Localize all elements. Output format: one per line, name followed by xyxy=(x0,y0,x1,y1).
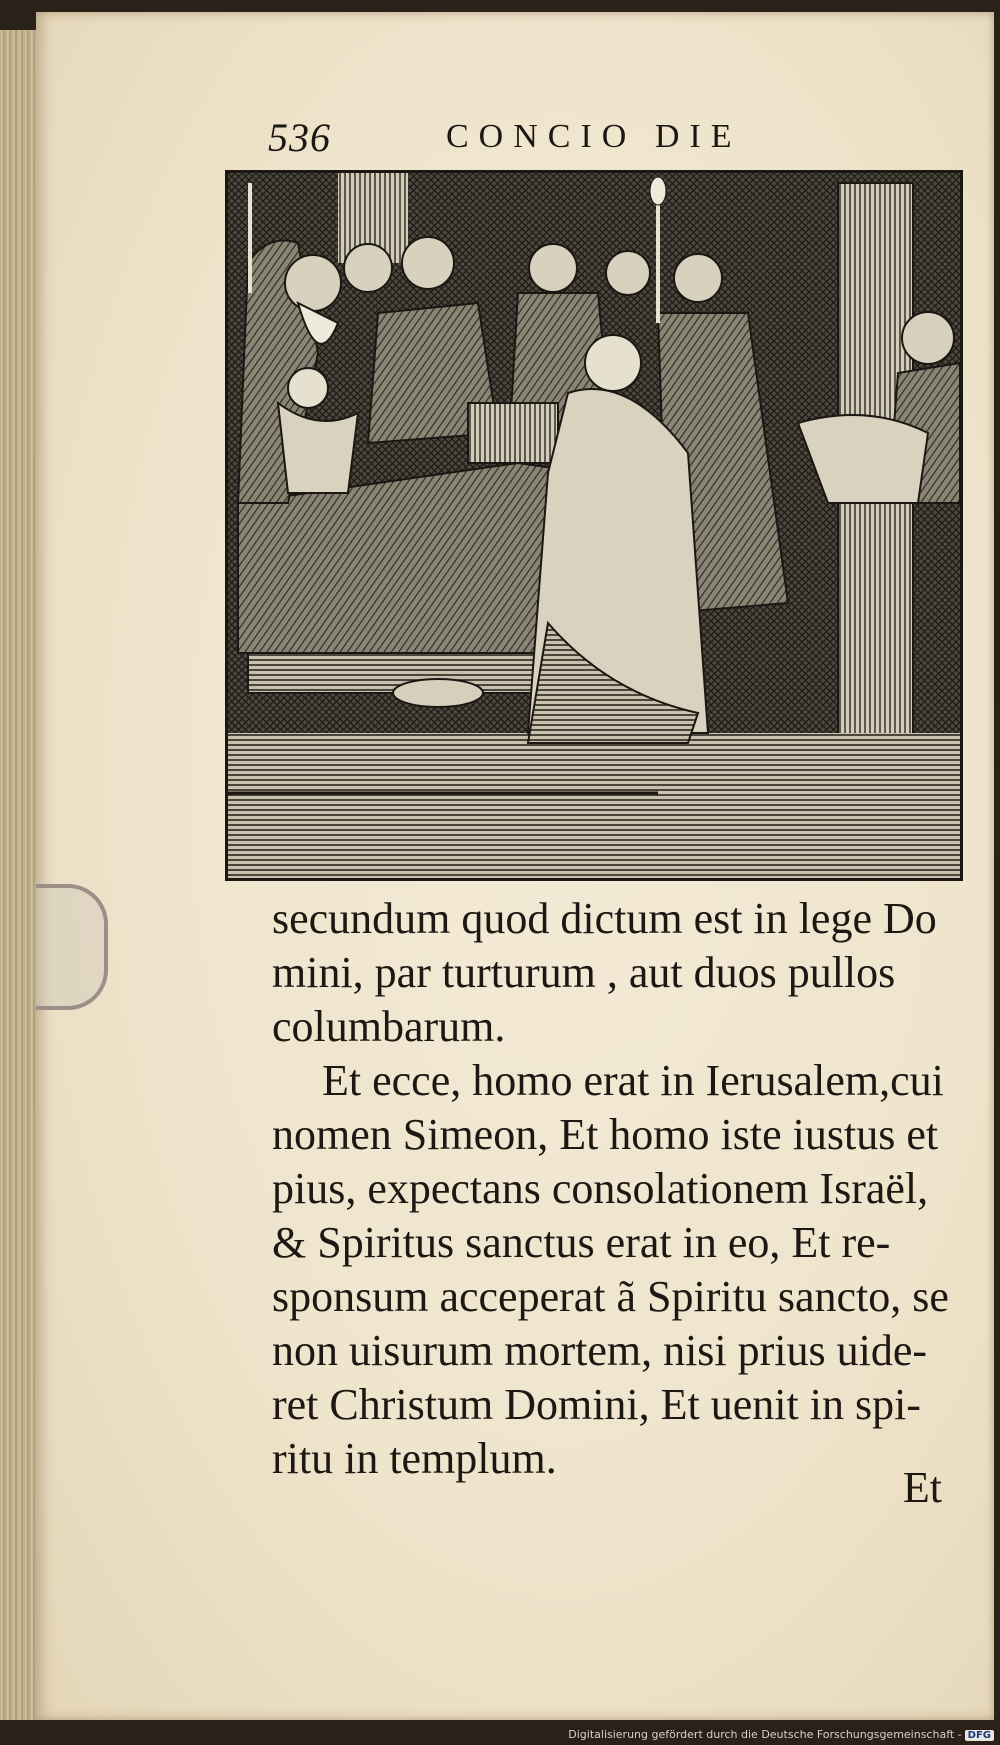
text-line: mini, par turturum , aut duos pullos xyxy=(272,948,896,997)
text-line: secundum quod dictum est in lege Do xyxy=(272,894,937,943)
text-line: ritu in templum. xyxy=(272,1434,557,1483)
dfg-logo: DFG xyxy=(965,1730,994,1741)
page-header xyxy=(36,114,994,164)
running-head: CONCIO DIE xyxy=(446,118,742,155)
text-line: pius, expectans consolationem Israël, xyxy=(272,1164,929,1213)
text-line: ret Christum Domini, Et uenit in spi- xyxy=(272,1380,921,1429)
text-line: & Spiritus sanctus erat in eo, Et re- xyxy=(272,1218,891,1267)
page-sheet xyxy=(36,12,994,1720)
text-line: non uisurum mortem, nisi prius uide- xyxy=(272,1326,928,1375)
text-line: Et ecce, homo erat in Ierusalem,cui xyxy=(322,1056,944,1105)
body-text xyxy=(272,892,972,1486)
woodcut-illustration xyxy=(225,170,963,881)
text-line: nomen Simeon, Et homo iste iustus et xyxy=(272,1110,939,1159)
text-line: sponsum acceperat ã Spiritu sancto, se xyxy=(272,1272,949,1321)
page-number: 536 xyxy=(268,115,331,160)
catchword: Et xyxy=(902,1463,942,1512)
page-clip xyxy=(36,884,108,1010)
credit-text: Digitalisierung gefördert durch die Deutsche Forschungsgemeinschaft - xyxy=(568,1728,962,1741)
text-line: columbarum. xyxy=(272,1002,506,1051)
digitization-credit xyxy=(568,1728,994,1741)
